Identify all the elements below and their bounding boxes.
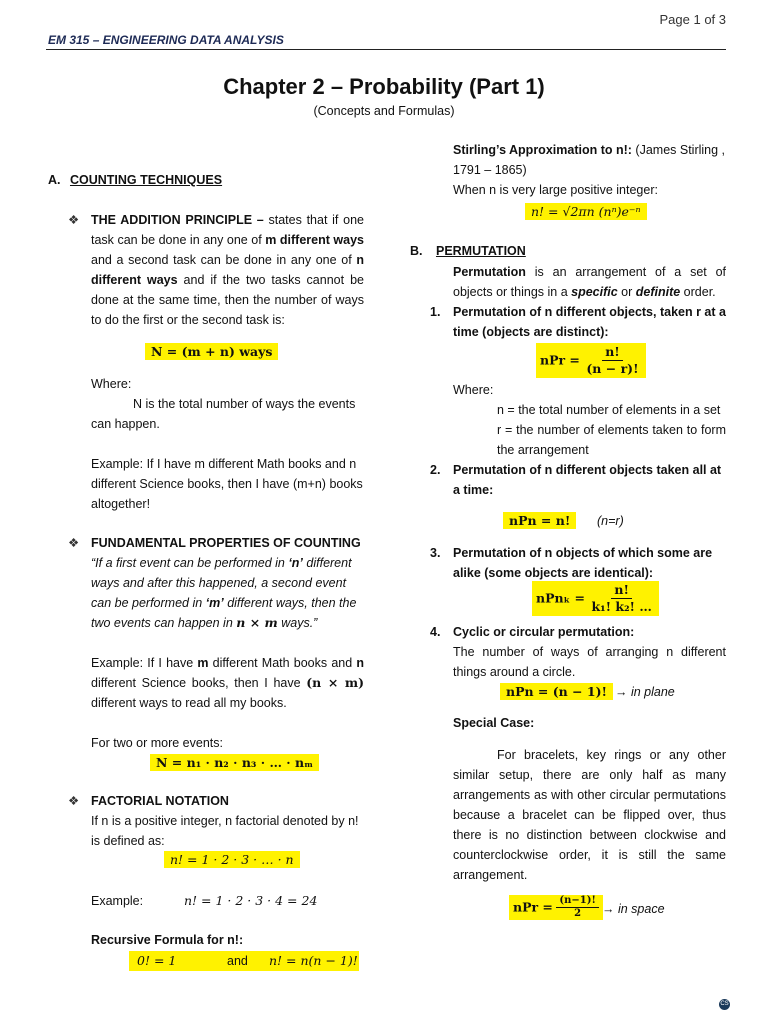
item-2-number: 2.	[430, 463, 441, 477]
addition-formula-text: N = (m + n) ways	[145, 343, 278, 360]
permutation-where-label: Where:	[453, 383, 494, 397]
two-or-more-label: For two or more events:	[91, 736, 223, 750]
stirling-attribution: (James Stirling , 1791 – 1865)	[453, 143, 726, 177]
special-denominator: 2	[574, 908, 582, 919]
item-4-note: → in plane	[615, 685, 675, 699]
quote-mult: n × m	[236, 615, 278, 630]
quote-m: ‘m’	[205, 596, 224, 610]
fundamental-properties-term: FUNDAMENTAL PROPERTIES OF COUNTING	[91, 536, 361, 550]
recursive-formula-a: 0! = 1	[137, 953, 177, 968]
item-3-title: Permutation of n objects of which some are alike (some objects are identical):	[453, 546, 713, 580]
stirling-approximation	[453, 140, 728, 180]
special-case-formula	[509, 895, 603, 920]
diamond-bullet-icon: ❖	[68, 213, 80, 227]
special-case-label: Special Case:	[453, 716, 535, 730]
example-part-2: different Math books and	[208, 656, 357, 670]
addition-where-label: Where:	[91, 377, 132, 391]
intro-specific: specific	[571, 285, 618, 299]
page-number: Page 1 of 3	[659, 12, 726, 27]
addition-text-2: and a second task can be done in any one of	[91, 253, 352, 267]
permutation-intro	[453, 262, 726, 302]
item-3-denominator: k₁! k₂! …	[591, 599, 652, 614]
intro-bold: Permutation	[453, 265, 526, 279]
addition-text-3: and if the two tasks cannot be done at the same time, then the number of ways to do the first or the second task is:	[91, 273, 364, 327]
item-1-fraction	[583, 344, 641, 377]
quote-part-3: different ways, then the two events can happen in	[91, 596, 357, 630]
item-3-number: 3.	[430, 546, 441, 560]
section-b-heading	[410, 241, 526, 261]
example-nm: (n × m)	[306, 675, 364, 690]
item-3-numerator: n!	[611, 582, 632, 599]
section-b-title: PERMUTATION	[435, 244, 526, 258]
special-fraction	[556, 895, 598, 920]
diamond-bullet-icon: ❖	[68, 536, 80, 550]
quote-n: ‘n’	[288, 556, 303, 570]
item-3-lhs: nPnₖ =	[536, 590, 585, 606]
addition-principle-paragraph	[91, 210, 364, 330]
document-subtitle: (Concepts and Formulas)	[313, 104, 455, 118]
intro-definite: definite	[635, 285, 681, 299]
item-1-formula	[536, 343, 646, 378]
multiplication-formula-text: N = n₁ · n₂ · n₃ · … · nₘ	[150, 754, 319, 771]
section-a-heading	[48, 170, 222, 190]
recursive-and: and	[227, 954, 248, 968]
multiplication-formula	[150, 753, 319, 773]
special-case-text: For bracelets, key rings or any other similar setup, there are only half as many arrangements as with other circular permutations because a bracelet can be flipped over, thus there is no distinction between clockwise and counterclockwise order, it is still the same arrangement.	[453, 748, 726, 882]
special-case-note: → in space	[602, 902, 665, 916]
factorial-formula	[164, 850, 300, 870]
item-1-number: 1.	[430, 305, 441, 319]
fundamental-example	[91, 653, 364, 713]
addition-example: Example: If I have m different Math books and n different Science books, then I have (m+n) books altogether!	[91, 457, 363, 511]
where-n-definition: n = the total number of elements in a set	[497, 403, 721, 417]
scanner-logo-icon: CS	[719, 999, 730, 1010]
item-2-note: (n=r)	[597, 514, 624, 528]
example-m: m	[197, 656, 209, 670]
item-2-title: Permutation of n different objects taken all at a time:	[453, 463, 722, 497]
section-b-letter: B.	[410, 244, 423, 258]
factorial-example-formula: n! = 1 · 2 · 3 · 4 = 24	[184, 893, 318, 908]
stirling-formula	[525, 202, 647, 222]
item-2-formula-text: nPn = n!	[503, 512, 576, 529]
item-1-title: Permutation of n different objects, taken r at a time (objects are distinct):	[453, 305, 726, 339]
addition-bold-n: n different ways	[91, 253, 364, 287]
special-numerator: (n−1)!	[556, 895, 598, 908]
example-part-3: different Science books, then I have	[91, 676, 307, 690]
stirling-text: When n is very large positive integer:	[453, 183, 658, 197]
diamond-bullet-icon: ❖	[68, 794, 80, 808]
where-r-definition: r = the number of elements taken to form the arrangement	[497, 423, 726, 457]
item-3-formula	[532, 581, 659, 616]
quote-part-1: “If a first event can be performed in	[91, 556, 289, 570]
item-1-denominator: (n − r)!	[586, 361, 639, 376]
recursive-formula-b: n! = n(n − 1)!	[269, 953, 358, 968]
factorial-term: FACTORIAL NOTATION	[91, 794, 229, 808]
factorial-formula-text: n! = 1 · 2 · 3 · … · n	[164, 851, 300, 868]
item-4-number: 4.	[430, 625, 441, 639]
recursive-formula	[129, 951, 359, 971]
stirling-formula-text: n! = √2πn (nⁿ)e⁻ⁿ	[525, 203, 647, 220]
section-a-title: COUNTING TECHNIQUES	[69, 173, 223, 187]
quote-part-2: different ways and after this happened, a second event can be performed in	[91, 556, 352, 610]
example-n: n	[356, 656, 364, 670]
item-4-formula-text: nPn = (n − 1)!	[500, 683, 613, 700]
factorial-definition: If n is a positive integer, n factorial denoted by n! is defined as:	[91, 814, 359, 848]
addition-bold-m: m different ways	[265, 233, 365, 247]
example-part-1: Example: If I have	[91, 656, 198, 670]
item-4-text: The number of ways of arranging n different things around a circle.	[453, 645, 726, 679]
addition-principle-term: THE ADDITION PRINCIPLE –	[91, 213, 264, 227]
special-lhs: nPr =	[513, 899, 553, 915]
intro-part-3: order.	[680, 285, 716, 299]
course-title: EM 315 – ENGINEERING DATA ANALYSIS	[48, 33, 284, 47]
item-1-lhs: nPr =	[540, 352, 580, 368]
factorial-example-label: Example:	[91, 894, 144, 908]
example-part-4: different ways to read all my books.	[91, 696, 287, 710]
header-divider	[46, 49, 726, 50]
quote-part-4: ways.”	[277, 616, 318, 630]
fundamental-quote	[91, 553, 366, 633]
recursive-formula-label: Recursive Formula for n!:	[91, 933, 244, 947]
addition-formula	[145, 342, 278, 362]
addition-text-1: states that if one task can be done in any one of	[91, 213, 364, 247]
item-1-numerator: n!	[602, 344, 623, 361]
section-a-letter: A.	[48, 173, 61, 187]
item-4-formula	[500, 682, 613, 702]
item-4-title: Cyclic or circular permutation:	[453, 625, 635, 639]
item-3-fraction	[588, 582, 654, 615]
item-2-formula	[503, 511, 576, 531]
addition-where-text: N is the total number of ways the events can happen.	[91, 397, 356, 431]
intro-part-2: or	[617, 285, 636, 299]
intro-part-1: is an arrangement of a set of objects or things in a	[453, 265, 726, 299]
stirling-label: Stirling’s Approximation to n!:	[453, 143, 632, 157]
document-title: Chapter 2 – Probability (Part 1)	[223, 74, 545, 99]
